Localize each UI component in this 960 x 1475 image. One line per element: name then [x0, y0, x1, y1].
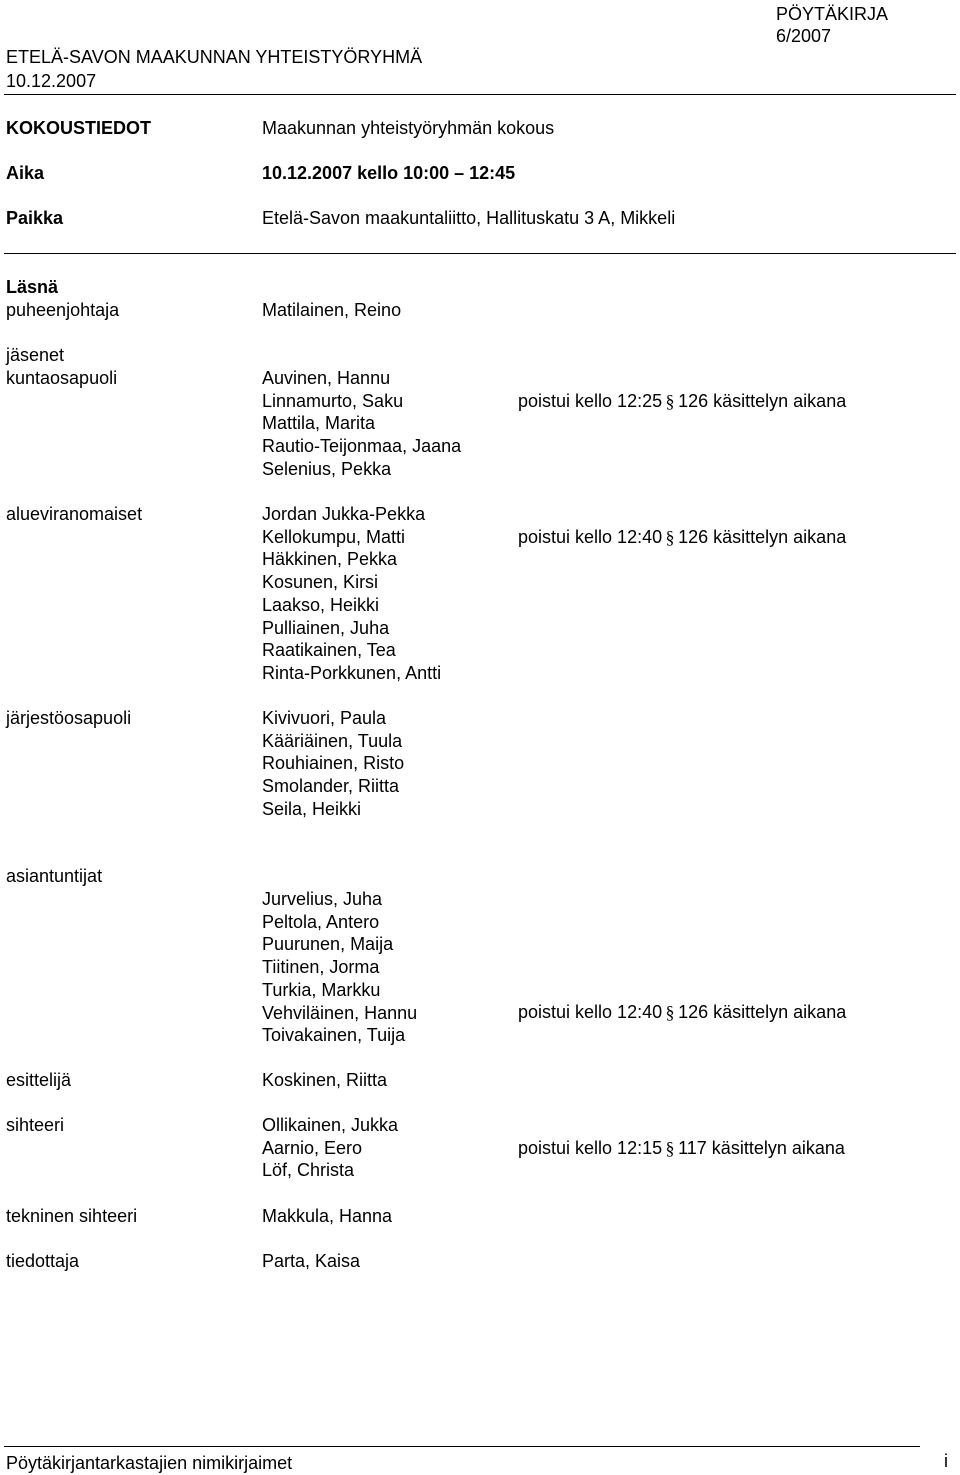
present-label: Läsnä	[6, 277, 59, 297]
note-item: 117 käsittelyn aikana	[678, 1138, 845, 1158]
org-name: ETELÄ-SAVON MAAKUNNAN YHTEISTYÖRYHMÄ	[6, 47, 423, 67]
place-value: Etelä-Savon maakuntaliitto, Hallituskatu 3 A, Mikkeli	[262, 208, 676, 228]
time-label: Aika	[6, 163, 45, 183]
header-date: 10.12.2007	[6, 71, 97, 91]
note-time: poistui kello 12:25	[518, 391, 663, 411]
org-party-list	[262, 707, 404, 821]
experts-list	[262, 888, 417, 1047]
regional-label: alueviranomaiset	[6, 504, 143, 524]
informant-name: Parta, Kaisa	[262, 1251, 361, 1271]
list-item: Rautio-Teijonmaa, Jaana	[262, 436, 462, 457]
presenter-name: Koskinen, Riitta	[262, 1070, 388, 1090]
note-item: 126 käsittelyn aikana	[678, 527, 847, 547]
tech-secretary-name: Makkula, Hanna	[262, 1206, 393, 1226]
org-party-label: järjestöosapuoli	[6, 708, 132, 728]
list-item: Kääriäinen, Tuula	[262, 730, 403, 751]
note-time: poistui kello 12:15	[518, 1138, 663, 1158]
tech-secretary-label: tekninen sihteeri	[6, 1206, 138, 1226]
list-item: Tiitinen, Jorma	[262, 957, 380, 978]
list-item: Rinta-Porkkunen, Antti	[262, 662, 442, 683]
secretary-note	[518, 1137, 845, 1160]
list-item: Aarnio, Eero	[262, 1137, 363, 1158]
list-item: Rouhiainen, Risto	[262, 753, 405, 774]
svg-text:§: §	[665, 527, 675, 547]
list-item: Smolander, Riitta	[262, 776, 400, 797]
informant-label: tiedottaja	[6, 1251, 80, 1271]
note-item: 126 käsittelyn aikana	[678, 1002, 847, 1022]
municipal-label: kuntaosapuoli	[6, 368, 118, 388]
secretary-list	[262, 1114, 398, 1182]
place-label: Paikka	[6, 208, 64, 228]
svg-text:§: §	[665, 1138, 675, 1158]
list-item: Pulliainen, Juha	[262, 617, 390, 638]
chair-name: Matilainen, Reino	[262, 300, 402, 320]
doc-type: PÖYTÄKIRJA	[776, 4, 889, 24]
list-item: Kivivuori, Paula	[262, 708, 387, 728]
meeting-info-value: Maakunnan yhteistyöryhmän kokous	[262, 118, 555, 138]
note-time: poistui kello 12:40	[518, 527, 663, 547]
regional-note	[518, 526, 846, 549]
initials-label: Pöytäkirjantarkastajien nimikirjaimet	[6, 1453, 293, 1473]
members-label: jäsenet	[6, 345, 65, 365]
list-item: Vehviläinen, Hannu	[262, 1002, 418, 1023]
list-item: Toivakainen, Tuija	[262, 1025, 406, 1046]
municipal-note	[518, 390, 846, 413]
municipal-list	[262, 367, 461, 481]
experts-label: asiantuntijat	[6, 866, 103, 886]
list-item: Löf, Christa	[262, 1160, 355, 1181]
presenter-label: esittelijä	[6, 1070, 72, 1090]
list-item: Kellokumpu, Matti	[262, 526, 406, 547]
list-item: Raatikainen, Tea	[262, 640, 396, 661]
list-item: Mattila, Marita	[262, 413, 376, 434]
note-item: 126 käsittelyn aikana	[678, 391, 847, 411]
section-sign-icon	[664, 391, 676, 411]
doc-number: 6/2007	[776, 26, 832, 46]
footer-rule	[4, 1446, 920, 1447]
secretary-label: sihteeri	[6, 1115, 65, 1135]
experts-note	[518, 1001, 846, 1024]
section-sign-icon	[664, 1138, 676, 1158]
list-item: Puurunen, Maija	[262, 934, 394, 955]
meeting-info-label: KOKOUSTIEDOT	[6, 118, 152, 138]
regional-list	[262, 503, 441, 685]
list-item: Laakso, Heikki	[262, 594, 380, 615]
list-item: Kosunen, Kirsi	[262, 572, 379, 593]
list-item: Seila, Heikki	[262, 798, 362, 819]
list-item: Jurvelius, Juha	[262, 889, 383, 909]
section-sign-icon	[664, 527, 676, 547]
chair-label: puheenjohtaja	[6, 300, 120, 320]
list-item: Häkkinen, Pekka	[262, 549, 398, 570]
list-item: Turkia, Markku	[262, 979, 381, 1000]
info-rule	[4, 253, 956, 254]
header-rule	[4, 94, 956, 95]
section-sign-icon	[664, 1002, 676, 1022]
list-item: Jordan Jukka-Pekka	[262, 504, 426, 524]
time-value: 10.12.2007 kello 10:00 – 12:45	[262, 163, 516, 183]
list-item: Selenius, Pekka	[262, 458, 392, 479]
note-time: poistui kello 12:40	[518, 1002, 663, 1022]
svg-text:§: §	[665, 1002, 675, 1022]
list-item: Auvinen, Hannu	[262, 368, 391, 388]
list-item: Ollikainen, Jukka	[262, 1115, 399, 1135]
page-number: i	[944, 1451, 948, 1471]
list-item: Peltola, Antero	[262, 911, 380, 932]
svg-text:§: §	[665, 391, 675, 411]
list-item: Linnamurto, Saku	[262, 390, 404, 411]
